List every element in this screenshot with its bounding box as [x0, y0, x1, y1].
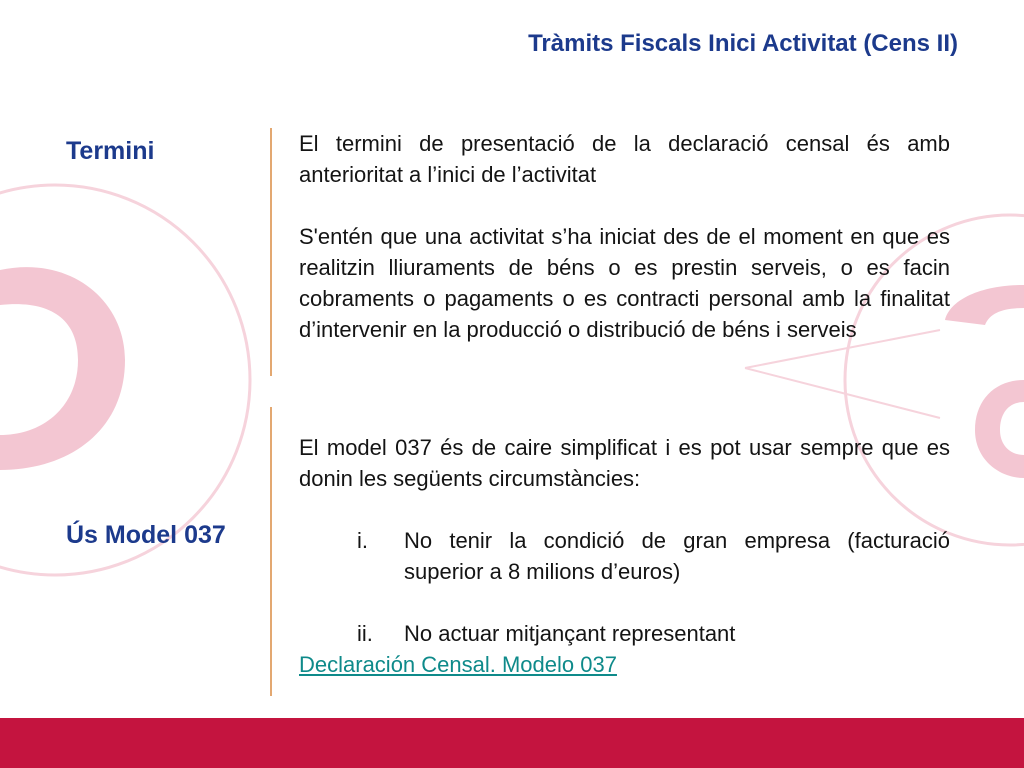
list-item-text: No tenir la condició de gran empresa (facturació superior a 8 milions d’euros): [404, 528, 950, 584]
termini-paragraph-1: El termini de presentació de la declaració censal és amb anterioritat a l’inici de l’activitat: [299, 131, 950, 187]
list-item-text: No actuar mitjançant representant: [404, 621, 736, 646]
decorative-glyph-right: [945, 285, 1024, 478]
section-heading-termini: Termini: [66, 137, 155, 165]
termini-paragraph-2: S'entén que una activitat s’ha iniciat des de el moment en que es realitzin lliuraments de béns o es prestin serveis, o es facin cobraments o pagaments o es contracti personal amb la finalitat d’intervenir en la producció o distribució de béns i serveis: [299, 224, 950, 342]
footer-band: [0, 718, 1024, 768]
termini-text-block: [299, 128, 950, 345]
divider-line-model-037: [270, 407, 272, 696]
divider-line-termini: [270, 128, 272, 376]
list-item-number: i.: [357, 528, 368, 553]
model-037-intro: El model 037 és de caire simplificat i es pot usar sempre que es donin les següents circumstàncies:: [299, 435, 950, 491]
decorative-circle-left: [0, 185, 250, 575]
slide-title: Tràmits Fiscals Inici Activitat (Cens II): [528, 30, 958, 57]
list-item-number: ii.: [357, 621, 373, 646]
list-item: [299, 618, 950, 649]
decorative-glyph-left: [0, 267, 125, 470]
list-item: [299, 525, 950, 587]
model-037-text-block: [299, 432, 950, 680]
section-heading-model-037: Ús Model 037: [66, 521, 226, 549]
declaracion-censal-link[interactable]: Declaración Censal. Modelo 037: [299, 652, 617, 677]
